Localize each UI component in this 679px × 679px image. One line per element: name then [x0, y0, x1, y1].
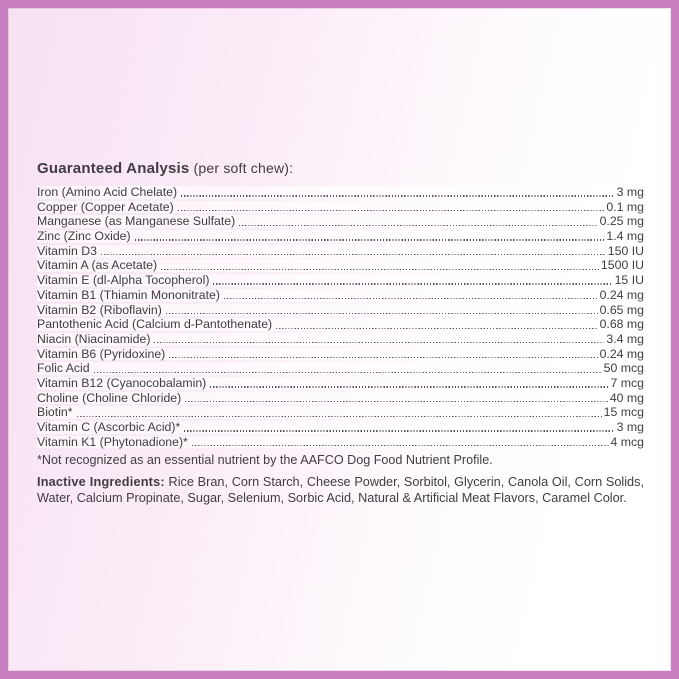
dot-leader [192, 445, 609, 446]
nutrient-value: 150 IU [607, 243, 644, 258]
nutrient-row [37, 215, 644, 228]
nutrient-value: 50 mcg [603, 361, 644, 376]
nutrient-name: Folic Acid [37, 361, 90, 376]
nutrient-row [37, 421, 644, 434]
nutrient-name: Copper (Copper Acetate) [37, 199, 174, 214]
dot-leader [161, 269, 599, 270]
nutrient-value: 0.24 mg [599, 346, 644, 361]
nutrient-row [37, 259, 644, 272]
nutrient-table [37, 186, 644, 448]
nutrient-value: 1.4 mg [606, 229, 644, 244]
nutrient-row [37, 230, 644, 243]
nutrient-row [37, 348, 644, 361]
nutrient-name: Vitamin B6 (Pyridoxine) [37, 346, 166, 361]
nutrient-value: 3 mg [616, 185, 644, 199]
nutrient-row [37, 436, 644, 449]
nutrient-name: Vitamin K1 (Phytonadione)* [37, 434, 188, 449]
nutrient-value: 0.24 mg [599, 287, 644, 302]
dot-leader [181, 195, 615, 196]
nutrient-name: Vitamin E (dl-Alpha Tocopherol) [37, 273, 210, 288]
dot-leader [185, 401, 608, 402]
nutrient-value: 7 mcg [610, 375, 644, 390]
nutrient-row [37, 406, 644, 419]
heading-title: Guaranteed Analysis [37, 160, 190, 177]
dot-leader [166, 313, 598, 314]
dot-leader [213, 283, 612, 284]
nutrient-value: 4 mcg [610, 434, 644, 449]
nutrient-value: 15 mcg [603, 405, 644, 420]
nutrient-name: Pantothenic Acid (Calcium d-Pantothenate) [37, 317, 273, 332]
label-content [37, 160, 644, 506]
aafco-footnote: *Not recognized as an essential nutrient by the AAFCO Dog Food Nutrient Profile. [37, 453, 493, 468]
nutrient-name: Niacin (Niacinamide) [37, 331, 151, 346]
dot-leader [210, 386, 608, 387]
dot-leader [154, 342, 604, 343]
dot-leader [77, 416, 602, 417]
nutrient-row [37, 377, 644, 390]
nutrient-row [37, 362, 644, 375]
nutrient-name: Choline (Choline Chloride) [37, 390, 182, 405]
nutrient-value: 3 mg [616, 420, 644, 434]
nutrient-name: Vitamin A (as Acetate) [37, 258, 158, 273]
nutrient-row [37, 201, 644, 214]
nutrient-row [37, 274, 644, 287]
dot-leader [224, 298, 598, 299]
nutrient-name: Manganese (as Manganese Sulfate) [37, 214, 236, 229]
nutrient-row [37, 186, 644, 199]
nutrient-row [37, 245, 644, 258]
nutrient-name: Vitamin B1 (Thiamin Mononitrate) [37, 287, 220, 302]
dot-leader [239, 225, 597, 226]
nutrient-name: Vitamin B2 (Riboflavin) [37, 302, 162, 317]
nutrient-name: Vitamin C (Ascorbic Acid)* [37, 420, 181, 434]
nutrient-name: Vitamin D3 [37, 243, 97, 258]
nutrient-value: 1500 IU [600, 258, 644, 273]
nutrient-value: 3.4 mg [606, 331, 644, 346]
dot-leader [276, 328, 597, 329]
inactive-ingredients-text: Rice Bran, Corn Starch, Cheese Powder, Sorbitol, Glycerin, Canola Oil, Corn Solids, Water, Calcium Propinate, Sugar, Selenium, Sorbic Acid, Natural & Artificial Meat Flavors, Caramel Color. [37, 475, 644, 505]
dot-leader [178, 210, 605, 211]
nutrient-value: 0.25 mg [599, 214, 644, 229]
dot-leader [169, 357, 597, 358]
dot-leader [101, 254, 606, 255]
nutrient-name: Zinc (Zinc Oxide) [37, 229, 131, 244]
dot-leader [94, 372, 602, 373]
inactive-ingredients [37, 475, 644, 505]
dot-leader [135, 239, 605, 240]
guaranteed-analysis-heading [37, 160, 644, 177]
nutrient-value: 0.1 mg [606, 199, 644, 214]
nutrient-name: Vitamin B12 (Cyanocobalamin) [37, 375, 207, 390]
nutrient-name: Biotin* [37, 405, 73, 420]
heading-suffix: (per soft chew): [189, 160, 294, 176]
nutrient-value: 15 IU [614, 273, 644, 288]
nutrient-row [37, 392, 644, 405]
nutrient-name: Iron (Amino Acid Chelate) [37, 185, 178, 199]
nutrient-value: 40 mg [609, 390, 644, 405]
nutrient-value: 0.65 mg [599, 302, 644, 317]
nutrient-row [37, 289, 644, 302]
nutrient-value: 0.68 mg [599, 317, 644, 332]
nutrient-row [37, 333, 644, 346]
dot-leader [184, 430, 614, 431]
nutrient-row [37, 318, 644, 331]
nutrient-row [37, 304, 644, 317]
inactive-ingredients-label: Inactive Ingredients: [37, 475, 165, 490]
